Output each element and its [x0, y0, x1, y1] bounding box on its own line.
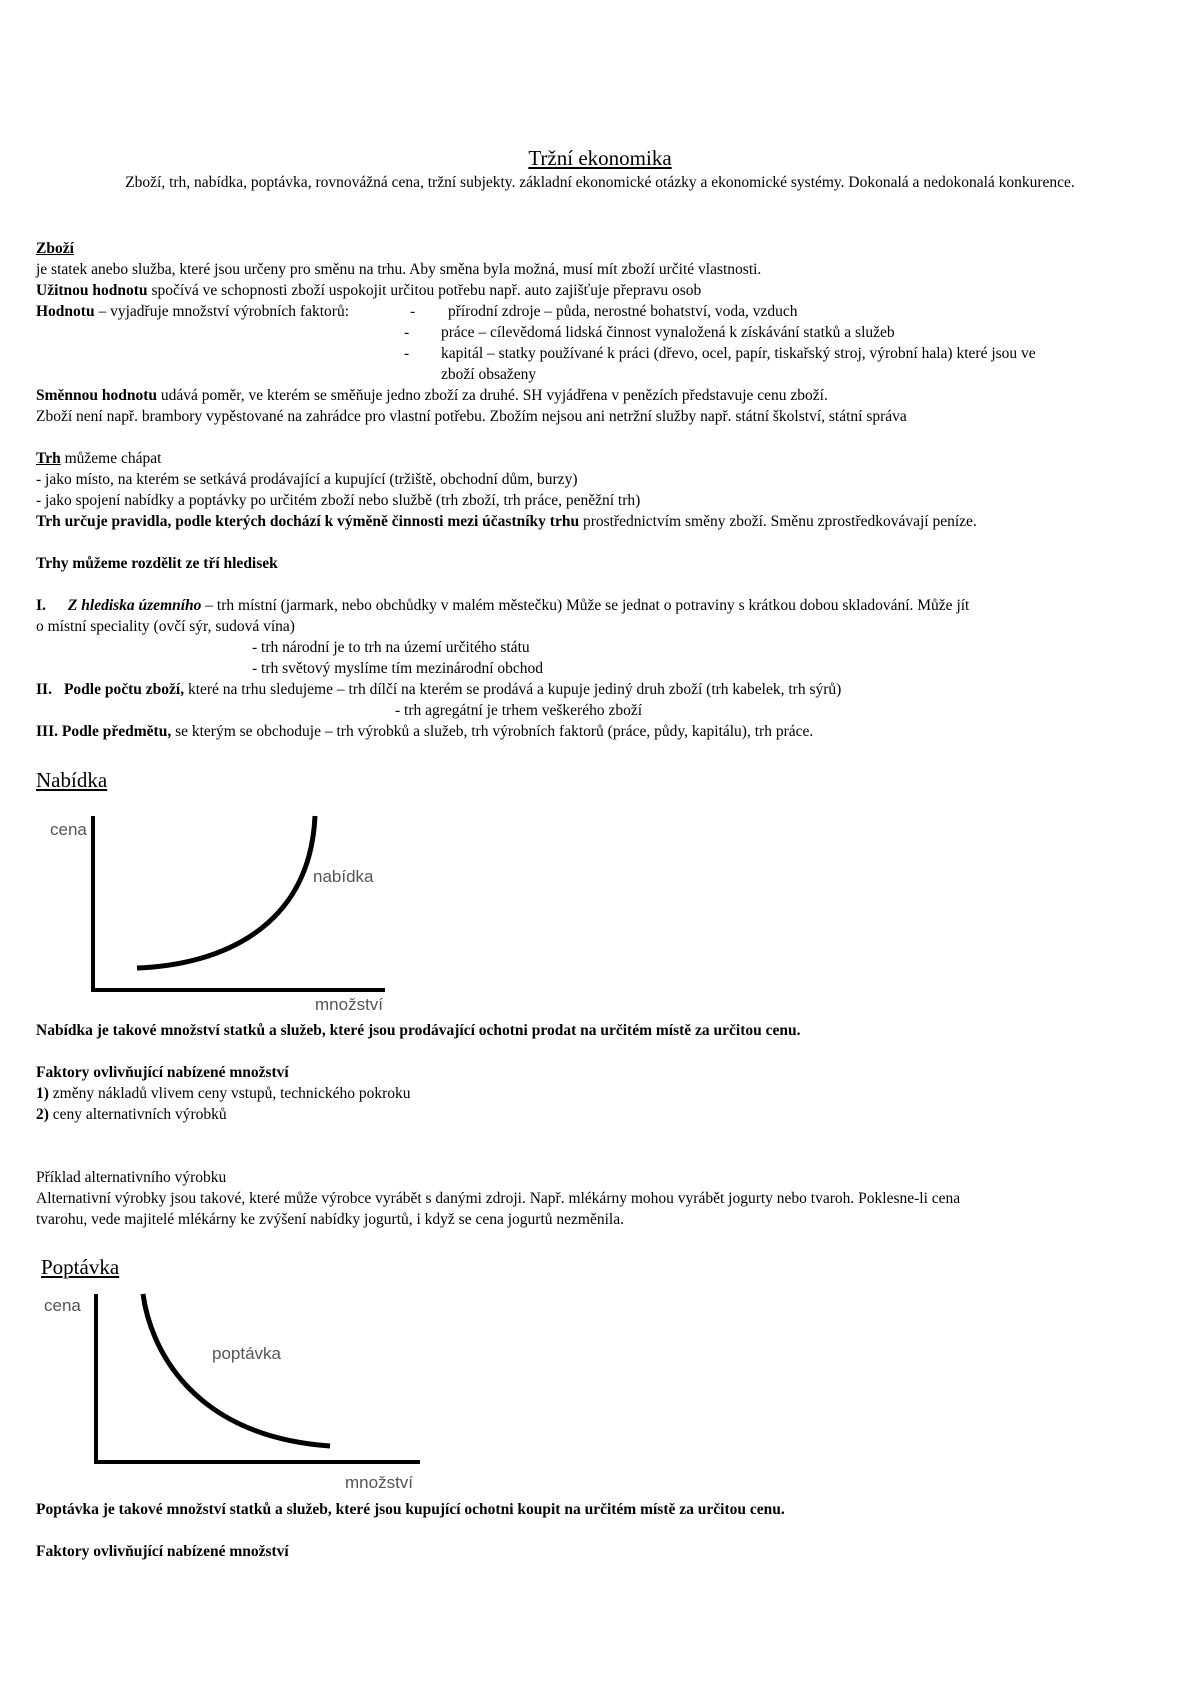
- trh-meaning-2: - jako spojení nabídky a poptávky po určitém zboží nebo službě (trh zboží, trh práce, peněžní trh): [36, 492, 641, 509]
- list-number: 1): [36, 1085, 49, 1102]
- section-heading-nabidka: Nabídka: [36, 768, 108, 792]
- term-text: které na trhu sledujeme – trh dílčí na kterém se prodává a kupuje jediný druh zboží (trh kabelek, trh sýrů): [184, 681, 842, 698]
- section-heading-trh: [36, 449, 161, 469]
- curve-label: nabídka: [313, 867, 374, 886]
- trh-criterion-2: [36, 680, 841, 700]
- zbozi-uzitna-hodnota: [36, 281, 701, 301]
- trh-subtype: - trh národní je to trh na území určitého státu: [252, 639, 530, 656]
- bullet-dash: -: [410, 303, 416, 320]
- factor-item: kapitál – statky používané k práci (dřevo, ocel, papír, tiskařský stroj, výrobní hala) které jsou ve: [441, 345, 1036, 362]
- term-label: Podle počtu zboží,: [63, 681, 185, 698]
- term-text: udává poměr, ve kterém se směňuje jedno zboží za druhé. SH vyjádřena v penězích představuje cenu zboží.: [157, 387, 828, 404]
- term-text: – vyjadřuje množství výrobních faktorů:: [94, 303, 349, 320]
- poptavka-definition: Poptávka je takové množství statků a služeb, které jsou kupující ochotni koupit na určitém místě za určitou cenu.: [36, 1501, 785, 1518]
- x-axis-label: množství: [345, 1473, 414, 1492]
- nabidka-definition: Nabídka je takové množství statků a služeb, které jsou prodávající ochotni prodat na určitém místě za určitou cenu.: [36, 1022, 801, 1039]
- term-label: Trh určuje pravidla, podle kterých dochází k výměně činnosti mezi účastníky trhu: [36, 513, 580, 530]
- nabidka-factor-1: [36, 1084, 411, 1104]
- term-label: Hodnotu: [36, 303, 95, 320]
- section-heading-zbozi: Zboží: [36, 240, 74, 257]
- demand-chart: [40, 1286, 440, 1496]
- x-axis-label: množství: [315, 995, 384, 1014]
- trh-subtype: - trh agregátní je trhem veškerého zboží: [395, 702, 643, 719]
- term-label: III. Podle předmětu,: [36, 723, 172, 740]
- factor-item: práce – cílevědomá lidská činnost vynaložená k získávání statků a služeb: [441, 324, 895, 341]
- y-axis-label: cena: [44, 1296, 81, 1315]
- trh-criterion-1: [36, 596, 969, 616]
- trh-rules: [36, 512, 977, 532]
- list-text: změny nákladů vlivem ceny vstupů, technického pokroku: [48, 1085, 411, 1102]
- list-text: ceny alternativních výrobků: [48, 1106, 227, 1123]
- factor-item: přírodní zdroje – půda, nerostné bohatství, voda, vzduch: [448, 303, 798, 320]
- example-heading: Příklad alternativního výrobku: [36, 1169, 227, 1186]
- term-text: – trh místní (jarmark, nebo obchůdky v malém městečku) Může se jednat o potraviny s krátkou dobou skladování. Může jít: [201, 597, 970, 614]
- term-label: Trh: [36, 450, 61, 467]
- term-text: se kterým se obchoduje – trh výrobků a služeb, trh výrobních faktorů (práce, půdy, kapitálu), trh práce.: [171, 723, 814, 740]
- zbozi-intro: je statek anebo služba, které jsou určeny pro směnu na trhu. Aby směna byla možná, musí mít zboží určité vlastnosti.: [36, 261, 762, 278]
- roman-numeral: II.: [36, 681, 52, 698]
- y-axis-label: cena: [50, 820, 87, 839]
- zbozi-not-goods: Zboží není např. brambory vypěstované na zahrádce pro vlastní potřebu. Zbožím nejsou ani netržní služby např. státní školství, státní správa: [36, 408, 907, 425]
- nabidka-factors-heading: Faktory ovlivňující nabízené množství: [36, 1064, 289, 1081]
- factor-item: zboží obsaženy: [441, 366, 537, 383]
- curve-label: poptávka: [212, 1344, 281, 1363]
- trh-criterion-3: [36, 722, 813, 742]
- section-heading-poptavka: Poptávka: [41, 1255, 120, 1279]
- term-label: Směnnou hodnotu: [36, 387, 158, 404]
- term-text: spočívá ve schopnosti zboží uspokojit určitou potřebu např. auto zajišťuje přepravu osob: [147, 282, 702, 299]
- roman-numeral: I.: [36, 597, 46, 614]
- nabidka-factor-2: [36, 1105, 227, 1125]
- trh-meaning-1: - jako místo, na kterém se setkává prodávající a kupující (tržiště, obchodní dům, burzy): [36, 471, 578, 488]
- demand-curve: [143, 1294, 330, 1446]
- trh-subtype: - trh světový myslíme tím mezinárodní obchod: [252, 660, 544, 677]
- trh-criterion-1-cont: o místní speciality (ovčí sýr, sudová vína): [36, 618, 295, 635]
- list-number: 2): [36, 1106, 49, 1123]
- page-subtitle: Zboží, trh, nabídka, poptávka, rovnovážná cena, tržní subjekty. základní ekonomické otázky a ekonomické systémy. Dokonalá a nedokonalá konkurence.: [125, 174, 1075, 191]
- term-text: prostřednictvím směny zboží. Směnu zprostředkovávají peníze.: [579, 513, 977, 530]
- supply-curve: [137, 816, 315, 968]
- term-label: Užitnou hodnotu: [36, 282, 148, 299]
- page-title: Tržní ekonomika: [528, 146, 672, 170]
- bullet-dash: -: [404, 345, 410, 362]
- zbozi-hodnota: [36, 302, 349, 322]
- poptavka-factors-heading: Faktory ovlivňující nabízené množství: [36, 1543, 289, 1560]
- supply-chart: [40, 808, 400, 1018]
- example-text: tvarohu, vede majitelé mlékárny ke zvýšení nabídky jogurtů, i když se cena jogurtů nezměnila.: [36, 1211, 624, 1228]
- zbozi-smenna-hodnota: [36, 386, 828, 406]
- term-text: můžeme chápat: [60, 450, 162, 467]
- bullet-dash: -: [404, 324, 410, 341]
- trh-divide-heading: Trhy můžeme rozdělit ze tří hledisek: [36, 555, 278, 572]
- term-label: Z hlediska územního: [67, 597, 202, 614]
- example-text: Alternativní výrobky jsou takové, které může výrobce vyrábět s danými zdroji. Např. mlékárny mohou vyrábět jogurty nebo tvaroh. Poklesne-li cena: [36, 1190, 961, 1207]
